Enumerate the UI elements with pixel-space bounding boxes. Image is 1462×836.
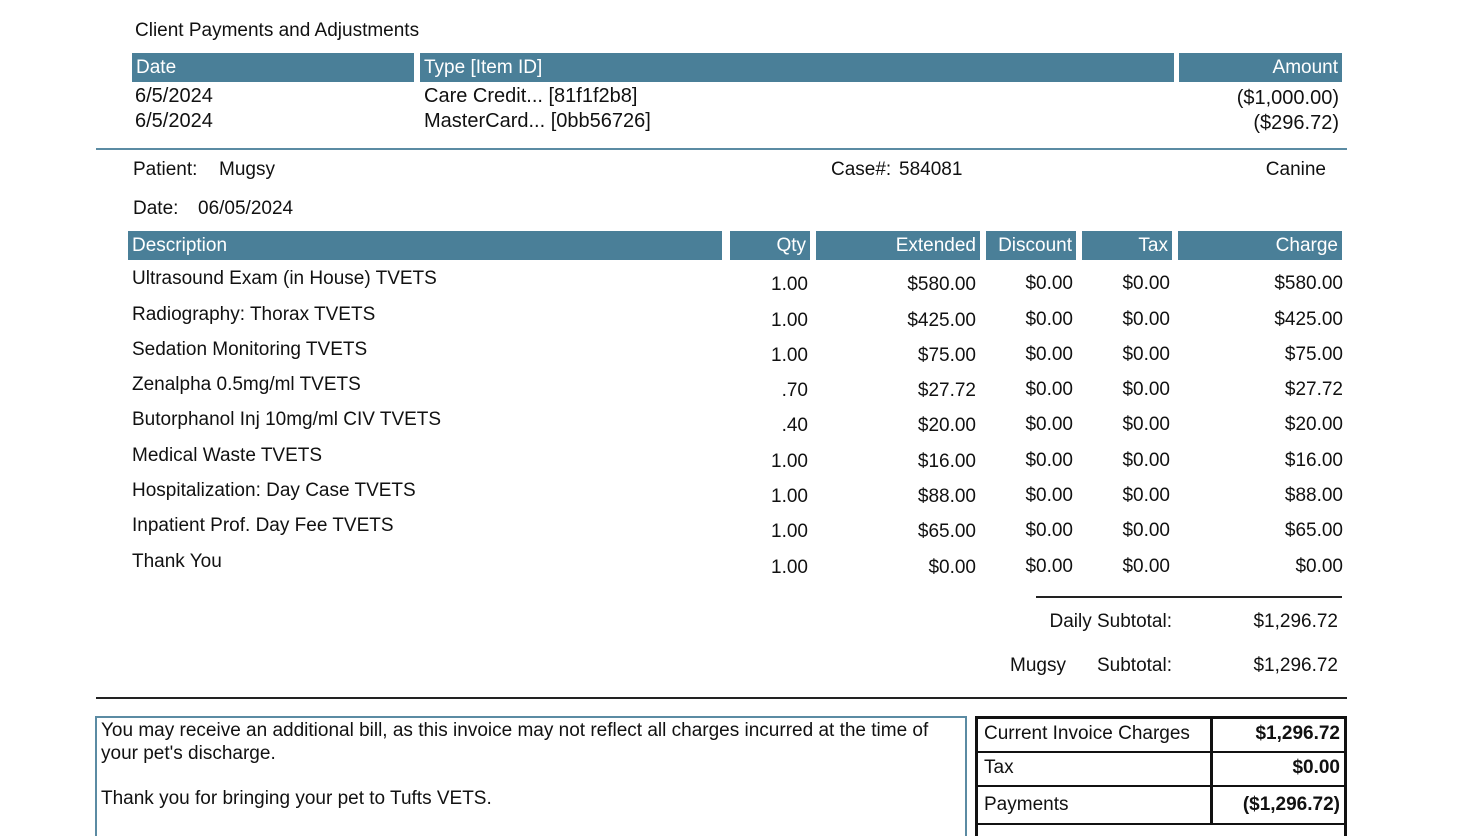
item-charge: $75.00 (1284, 344, 1343, 365)
item-extended: $27.72 (917, 380, 976, 401)
item-discount: $0.00 (1025, 520, 1073, 541)
subtotal-rule (1036, 596, 1342, 598)
item-description: Sedation Monitoring TVETS (132, 339, 368, 360)
item-extended: $16.00 (917, 451, 976, 472)
item-extended: $0.00 (928, 557, 976, 578)
item-charge: $27.72 (1284, 379, 1343, 400)
note-additional-bill: You may receive an additional bill, as this invoice may not reflect all charges incurred at the time of your pet's discharge. (101, 720, 929, 764)
invoice-summary (975, 716, 1347, 836)
item-extended: $65.00 (917, 521, 976, 542)
item-description: Medical Waste TVETS (132, 445, 323, 466)
item-qty: 1.00 (771, 486, 808, 507)
daily-subtotal-label: Daily Subtotal: (1049, 611, 1172, 632)
item-qty: 1.00 (771, 345, 808, 366)
items-header-qty: Qty (730, 231, 810, 260)
payment-amount: ($1,000.00) (1236, 87, 1339, 109)
items-header-description: Description (128, 231, 722, 260)
item-discount: $0.00 (1025, 379, 1073, 400)
summary-value: $1,296.72 (1255, 723, 1340, 744)
items-header-discount: Discount (986, 231, 1076, 260)
item-tax: $0.00 (1122, 309, 1170, 330)
item-qty: 1.00 (771, 451, 808, 472)
summary-row (978, 719, 1344, 753)
item-charge: $16.00 (1284, 450, 1343, 471)
patient-label: Patient: (133, 159, 198, 180)
patient-subtotal-name: Mugsy (1010, 655, 1066, 676)
item-charge: $0.00 (1295, 556, 1343, 577)
item-description: Radiography: Thorax TVETS (132, 304, 376, 325)
items-header-extended: Extended (816, 231, 980, 260)
daily-subtotal-value: $1,296.72 (1253, 611, 1338, 632)
case-label: Case#: (831, 159, 892, 180)
item-tax: $0.00 (1122, 450, 1170, 471)
items-header-tax: Tax (1082, 231, 1172, 260)
species: Canine (1265, 159, 1326, 180)
item-tax: $0.00 (1122, 556, 1170, 577)
item-qty: .70 (781, 380, 808, 401)
item-description: Ultrasound Exam (in House) TVETS (132, 268, 437, 289)
item-discount: $0.00 (1025, 485, 1073, 506)
payment-date: 6/5/2024 (135, 110, 213, 132)
payments-title: Client Payments and Adjustments (135, 20, 420, 41)
payments-header-date: Date (132, 53, 414, 82)
note-thank-you: Thank you for bringing your pet to Tufts VETS. (101, 788, 492, 809)
item-charge: $88.00 (1284, 485, 1343, 506)
summary-label: Current Invoice Charges (984, 723, 1190, 744)
items-header-charge: Charge (1178, 231, 1342, 260)
summary-row (978, 753, 1344, 787)
patient-subtotal-value: $1,296.72 (1253, 655, 1338, 676)
item-description: Thank You (132, 551, 222, 572)
item-discount: $0.00 (1025, 414, 1073, 435)
payments-header-amount: Amount (1179, 53, 1342, 82)
summary-value: ($1,296.72) (1242, 794, 1340, 815)
payment-amount: ($296.72) (1253, 112, 1339, 134)
item-tax: $0.00 (1122, 273, 1170, 294)
case-number: 584081 (899, 159, 963, 180)
patient-subtotal-label: Subtotal: (1097, 655, 1172, 676)
item-discount: $0.00 (1025, 273, 1073, 294)
item-discount: $0.00 (1025, 344, 1073, 365)
item-charge: $425.00 (1274, 309, 1343, 330)
item-extended: $20.00 (917, 415, 976, 436)
item-extended: $75.00 (917, 345, 976, 366)
item-qty: 1.00 (771, 274, 808, 295)
date-label: Date: (133, 198, 179, 219)
item-tax: $0.00 (1122, 344, 1170, 365)
item-discount: $0.00 (1025, 450, 1073, 471)
visit-date: 06/05/2024 (198, 198, 294, 219)
item-description: Inpatient Prof. Day Fee TVETS (132, 515, 394, 536)
section-divider (96, 148, 1347, 150)
invoice-note (95, 716, 967, 836)
item-extended: $580.00 (907, 274, 976, 295)
item-qty: 1.00 (771, 521, 808, 542)
item-qty: .40 (781, 415, 808, 436)
item-extended: $425.00 (907, 310, 976, 331)
item-tax: $0.00 (1122, 379, 1170, 400)
item-extended: $88.00 (917, 486, 976, 507)
item-qty: 1.00 (771, 310, 808, 331)
payment-type: MasterCard... [0bb56726] (424, 110, 651, 132)
item-discount: $0.00 (1025, 309, 1073, 330)
item-tax: $0.00 (1122, 414, 1170, 435)
item-description: Zenalpha 0.5mg/ml TVETS (132, 374, 361, 395)
item-tax: $0.00 (1122, 520, 1170, 541)
item-discount: $0.00 (1025, 556, 1073, 577)
summary-label: Tax (984, 757, 1014, 778)
payment-date: 6/5/2024 (135, 85, 213, 107)
summary-value: $0.00 (1292, 757, 1340, 778)
item-tax: $0.00 (1122, 485, 1170, 506)
payments-header-type: Type [Item ID] (420, 53, 1174, 82)
summary-label: Payments (984, 794, 1069, 815)
item-qty: 1.00 (771, 557, 808, 578)
item-charge: $20.00 (1284, 414, 1343, 435)
summary-row (978, 787, 1344, 825)
item-charge: $65.00 (1284, 520, 1343, 541)
item-description: Butorphanol Inj 10mg/ml CIV TVETS (132, 409, 442, 430)
item-description: Hospitalization: Day Case TVETS (132, 480, 416, 501)
payment-type: Care Credit... [81f1f2b8] (424, 85, 638, 107)
item-charge: $580.00 (1274, 273, 1343, 294)
patient-name: Mugsy (219, 159, 275, 180)
footer-divider (96, 697, 1347, 699)
